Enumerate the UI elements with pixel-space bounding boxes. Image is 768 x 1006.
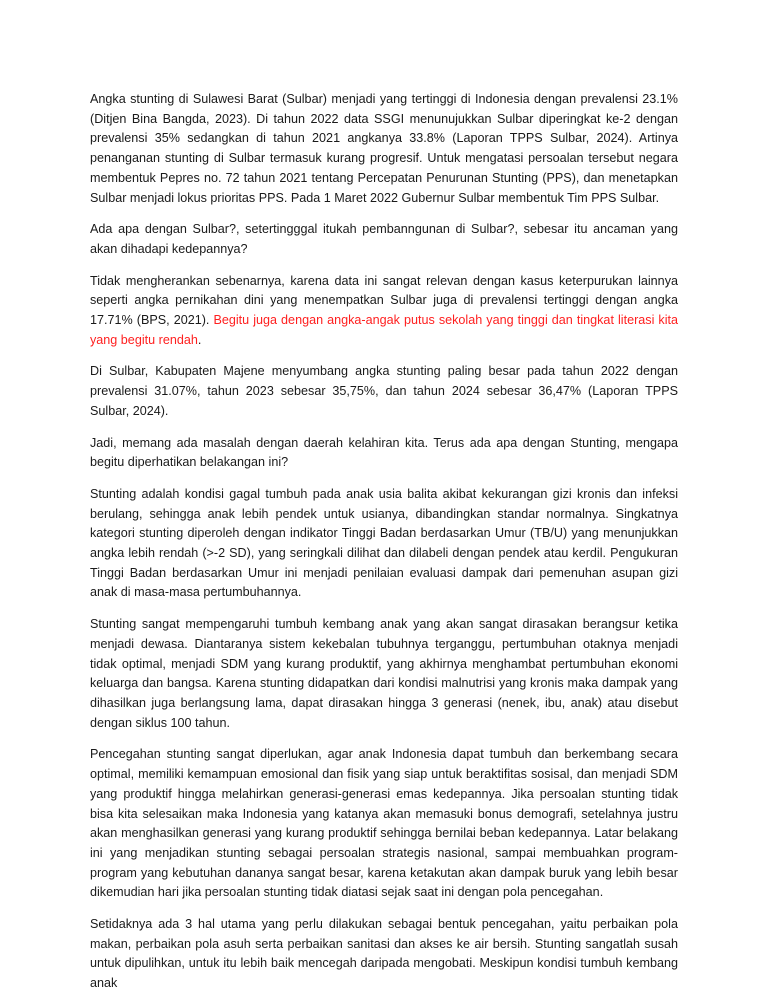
paragraph-why-stunting: Jadi, memang ada masalah dengan daerah kelahiran kita. Terus ada apa dengan Stunting, mengapa begitu diperhatikan belakangan ini?	[90, 435, 678, 470]
paragraph-prevention-importance: Pencegahan stunting sangat diperlukan, agar anak Indonesia dapat tumbuh dan berkembang secara optimal, memiliki kemampuan emosional dan fisik yang siap untuk beraktifitas sosisal, dan menjadi SDM yang produktif hingga melahirkan generasi-generasi emas kedepannya. Jika persoalan stunting tidak bisa kita selesaikan maka Indonesia yang katanya akan memasuki bonus demografi, setelahnya justru akan menghasilkan generasi yang kurang produktif sehingga bernilai beban kedepannya. Latar belakang ini yang menjadikan stunting sebagai persoalan strategis nasional, sampai membuahkan program-program yang kebutuhan dananya sangat besar, karena ketakutan akan dampak buruk yang lebih besar dikemudian hari jika persoalan stunting tidak diatasi sejak saat ini dengan pola pencegahan.	[90, 747, 678, 900]
paragraph-text: Tidak mengherankan sebenarnya, karena data ini sangat relevan dengan kasus keterpurukan lainnya seperti angka pernikahan dini yang menempatkan Sulbar juga di prevalensi tertinggi dengan angka 17.71% (BPS, 2021).	[90, 273, 678, 328]
paragraph-text-end: .	[197, 332, 202, 347]
paragraph-early-marriage	[90, 272, 678, 351]
highlighted-text: Begitu juga dengan angka-angak putus sekolah yang tinggi dan tingkat literasi kita yang begitu rendah	[90, 313, 679, 347]
document-page	[90, 90, 678, 1006]
paragraph-majene: Di Sulbar, Kabupaten Majene menyumbang angka stunting paling besar pada tahun 2022 dengan prevalensi 31.07%, tahun 2023 sebesar 35,75%, dan tahun 2024 sebesar 36,47% (Laporan TPPS Sulbar, 2024).	[90, 364, 678, 418]
paragraph-stunting-prevalence: Angka stunting di Sulawesi Barat (Sulbar) menjadi yang tertinggi di Indonesia dengan prevalensi 23.1% (Ditjen Bina Bangda, 2023). Di tahun 2022 data SSGI menunujukkan Sulbar diperingkat ke-2 dengan prevalensi 35% sedangkan di tahun 2021 angkanya 33.8% (Laporan TPPS Sulbar, 2024). Artinya penanganan stunting di Sulbar termasuk kurang progresif. Untuk mengatasi persoalan tersebut negara membentuk Pepres no. 72 tahun 2021 tentang Percepatan Penurunan Stunting (PPS), dan menetapkan Sulbar menjadi lokus prioritas PPS. Pada 1 Maret 2022 Gubernur Sulbar membentuk Tim PPS Sulbar.	[90, 92, 678, 205]
paragraph-prevention-steps: Setidaknya ada 3 hal utama yang perlu dilakukan sebagai bentuk pencegahan, yaitu perbaikan pola makan, perbaikan pola asuh serta perbaikan sanitasi dan akses ke air bersih. Stunting sangatlah susah untuk dipulihkan, untuk itu lebih baik mencegah daripada mengobati. Meskipun kondisi tumbuh kembang anak	[90, 917, 678, 991]
paragraph-question-sulbar: Ada apa dengan Sulbar?, setertingggal itukah pembanngunan di Sulbar?, sebesar itu ancaman yang akan dihadapi kedepannya?	[90, 222, 678, 256]
paragraph-stunting-definition: Stunting adalah kondisi gagal tumbuh pada anak usia balita akibat kekurangan gizi kronis dan infeksi berulang, sehingga anak lebih pendek untuk usianya, dibandingkan standar normalnya. Singkatnya kategori stunting diperoleh dengan indikator Tinggi Badan berdasarkan Umur (TB/U) yang menunjukkan angka lebih rendah (>-2 SD), yang seringkali dilihat dan dilabeli dengan pendek atau kerdil. Pengukuran Tinggi Badan berdasarkan Umur ini menjadi penilaian evaluasi dampak dari pemenuhan asupan gizi anak di masa-masa pertumbuhannya.	[90, 486, 678, 600]
paragraph-stunting-impact: Stunting sangat mempengaruhi tumbuh kembang anak yang akan sangat dirasakan berangsur ketika menjadi dewasa. Diantaranya sistem kekebalan tubuhnya terganggu, pertumbuhan otaknya menjadi tidak optimal, menjadi SDM yang kurang produktif, yang akhirnya menghambat pertumbuhan ekonomi keluarga dan bangsa. Karena stunting didapatkan dari kondisi malnutrisi yang kronis maka dampak yang dihasilkan juga berlangsung lama, dapat dirasakan hingga 3 generasi (nenek, ibu, anak) atau disebut dengan siklus 100 tahun.	[90, 617, 678, 730]
